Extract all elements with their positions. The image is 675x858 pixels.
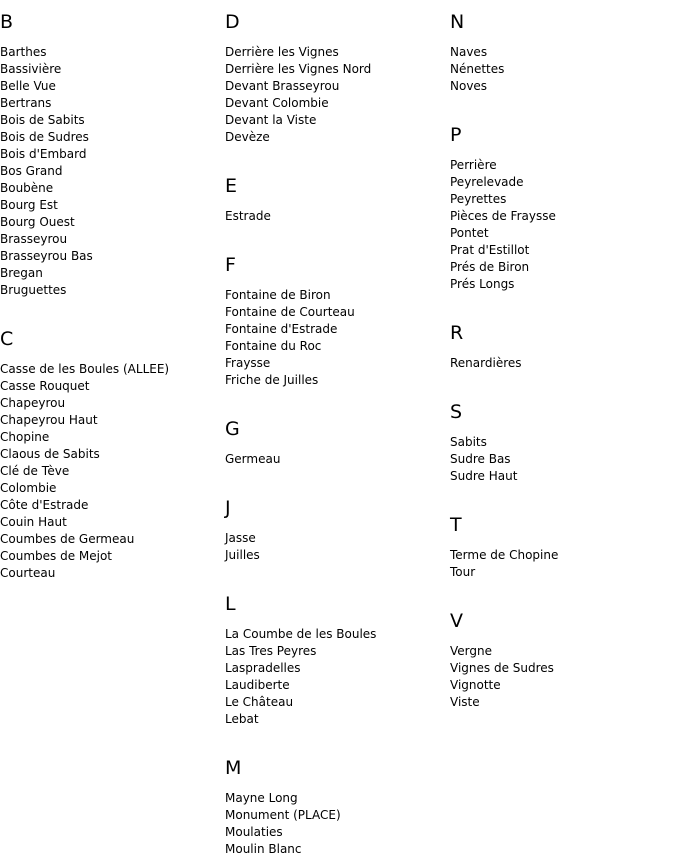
place-name: Fontaine de Biron xyxy=(225,288,331,302)
section-spacer xyxy=(450,95,675,113)
place-name: Monument (PLACE) xyxy=(225,808,341,822)
place-name: Bertrans xyxy=(0,96,52,110)
place-name: Moulin Blanc xyxy=(225,842,302,856)
section-spacer xyxy=(450,372,675,390)
section-spacer xyxy=(225,728,450,746)
place-name: Claous de Sabits xyxy=(0,447,100,461)
letter-section-s xyxy=(450,372,675,485)
place-name: Boubène xyxy=(0,181,54,195)
place-list xyxy=(225,790,450,858)
place-list xyxy=(450,355,675,372)
letter-section-r xyxy=(450,293,675,372)
place-name: Laspradelles xyxy=(225,661,301,675)
place-name: Estrade xyxy=(225,209,271,223)
place-name: Chapeyrou Haut xyxy=(0,413,98,427)
place-name: Chopine xyxy=(0,430,50,444)
place-name: Vignes de Sudres xyxy=(450,661,554,675)
place-list xyxy=(225,626,450,728)
letter-heading: D xyxy=(225,11,240,33)
place-name: Courteau xyxy=(0,566,56,580)
place-name: Derrière les Vignes xyxy=(225,45,339,59)
place-name: Sudre Bas xyxy=(450,452,511,466)
letter-heading: F xyxy=(225,254,236,276)
letter-heading: E xyxy=(225,175,238,197)
section-spacer xyxy=(225,389,450,407)
place-list xyxy=(450,643,675,711)
section-spacer xyxy=(450,485,675,503)
place-name: Fraysse xyxy=(225,356,271,370)
letter-heading: T xyxy=(450,514,462,536)
place-list xyxy=(450,157,675,293)
place-list xyxy=(0,361,225,582)
letter-section-c xyxy=(0,299,225,582)
place-name: Colombie xyxy=(0,481,57,495)
place-list xyxy=(450,547,675,581)
section-spacer xyxy=(225,225,450,243)
place-list xyxy=(225,208,450,225)
letter-heading: S xyxy=(450,401,463,423)
place-name: Devant Brasseyrou xyxy=(225,79,340,93)
place-list xyxy=(450,434,675,485)
place-name: Coumbes de Mejot xyxy=(0,549,113,563)
place-list xyxy=(0,44,225,299)
place-name: Las Tres Peyres xyxy=(225,644,317,658)
place-name: Fontaine du Roc xyxy=(225,339,322,353)
letter-section-d xyxy=(225,13,450,146)
column-2 xyxy=(225,0,450,858)
place-name: Sabits xyxy=(450,435,487,449)
letter-section-m xyxy=(225,728,450,858)
place-name: Germeau xyxy=(225,452,281,466)
place-name: Bois de Sudres xyxy=(0,130,89,144)
place-name: Peyrettes xyxy=(450,192,507,206)
letter-section-n xyxy=(450,13,675,95)
letter-section-g xyxy=(225,389,450,468)
column-1 xyxy=(0,0,225,582)
place-name: Perrière xyxy=(450,158,497,172)
place-name: Friche de Juilles xyxy=(225,373,319,387)
letter-heading: G xyxy=(225,418,240,440)
place-name: Prés de Biron xyxy=(450,260,530,274)
place-name: Juilles xyxy=(225,548,260,562)
place-name: Noves xyxy=(450,79,488,93)
letter-heading: M xyxy=(225,757,242,779)
section-spacer xyxy=(225,146,450,164)
place-name: Moulaties xyxy=(225,825,283,839)
letter-section-j xyxy=(225,468,450,564)
letter-heading: V xyxy=(450,610,463,632)
place-name: Viste xyxy=(450,695,480,709)
letter-section-t xyxy=(450,485,675,581)
place-name: Devant Colombie xyxy=(225,96,329,110)
place-name: Prat d'Estillot xyxy=(450,243,530,257)
place-name: Bois d'Embard xyxy=(0,147,87,161)
place-name: Bruguettes xyxy=(0,283,67,297)
place-name: Naves xyxy=(450,45,488,59)
place-name: Casse Rouquet xyxy=(0,379,90,393)
letter-heading: P xyxy=(450,124,462,146)
place-name: Terme de Chopine xyxy=(450,548,559,562)
letter-section-p xyxy=(450,95,675,293)
letter-heading: J xyxy=(225,497,231,519)
section-spacer xyxy=(225,468,450,486)
place-name: Vignotte xyxy=(450,678,501,692)
place-name: Jasse xyxy=(225,531,256,545)
letter-heading: N xyxy=(450,11,465,33)
letter-heading: C xyxy=(0,328,14,350)
section-spacer xyxy=(225,564,450,582)
section-spacer xyxy=(0,299,225,317)
letter-section-f xyxy=(225,225,450,389)
place-name: Chapeyrou xyxy=(0,396,66,410)
place-name: Vergne xyxy=(450,644,492,658)
place-name: Fontaine d'Estrade xyxy=(225,322,338,336)
place-list xyxy=(225,44,450,146)
place-name: Derrière les Vignes Nord xyxy=(225,62,372,76)
place-name: Belle Vue xyxy=(0,79,56,93)
place-name: Devèze xyxy=(225,130,270,144)
column-3 xyxy=(450,0,675,711)
letter-heading: B xyxy=(0,11,14,33)
place-name: Casse de les Boules (ALLEE) xyxy=(0,362,170,376)
section-spacer xyxy=(450,581,675,599)
place-name: Bois de Sabits xyxy=(0,113,85,127)
place-name: Sudre Haut xyxy=(450,469,518,483)
place-name: Brasseyrou Bas xyxy=(0,249,93,263)
place-name: Laudiberte xyxy=(225,678,290,692)
section-spacer xyxy=(450,293,675,311)
letter-section-l xyxy=(225,564,450,728)
letter-heading: L xyxy=(225,593,236,615)
place-name: Brasseyrou xyxy=(0,232,68,246)
letter-heading: R xyxy=(450,322,464,344)
place-list xyxy=(225,287,450,389)
place-name: Le Château xyxy=(225,695,294,709)
place-list xyxy=(225,530,450,564)
place-name: Couin Haut xyxy=(0,515,67,529)
letter-section-v xyxy=(450,581,675,711)
place-name: Bourg Est xyxy=(0,198,58,212)
place-name: Nénettes xyxy=(450,62,505,76)
place-list xyxy=(225,451,450,468)
place-name: Côte d'Estrade xyxy=(0,498,89,512)
place-name: Peyrelevade xyxy=(450,175,524,189)
letter-section-b xyxy=(0,13,225,299)
letter-section-e xyxy=(225,146,450,225)
place-name: Pontet xyxy=(450,226,489,240)
place-name: Tour xyxy=(450,565,476,579)
place-name: Prés Longs xyxy=(450,277,515,291)
place-name: Clé de Tève xyxy=(0,464,70,478)
place-list xyxy=(450,44,675,95)
place-name: Renardières xyxy=(450,356,522,370)
place-name: Barthes xyxy=(0,45,47,59)
place-name: Bassivière xyxy=(0,62,62,76)
place-name: Coumbes de Germeau xyxy=(0,532,135,546)
place-name: La Coumbe de les Boules xyxy=(225,627,377,641)
place-name: Pièces de Fraysse xyxy=(450,209,556,223)
place-name: Lebat xyxy=(225,712,259,726)
place-name: Fontaine de Courteau xyxy=(225,305,355,319)
place-name: Mayne Long xyxy=(225,791,298,805)
place-name: Bos Grand xyxy=(0,164,63,178)
place-name: Bourg Ouest xyxy=(0,215,75,229)
place-name: Bregan xyxy=(0,266,43,280)
place-name: Devant la Viste xyxy=(225,113,317,127)
